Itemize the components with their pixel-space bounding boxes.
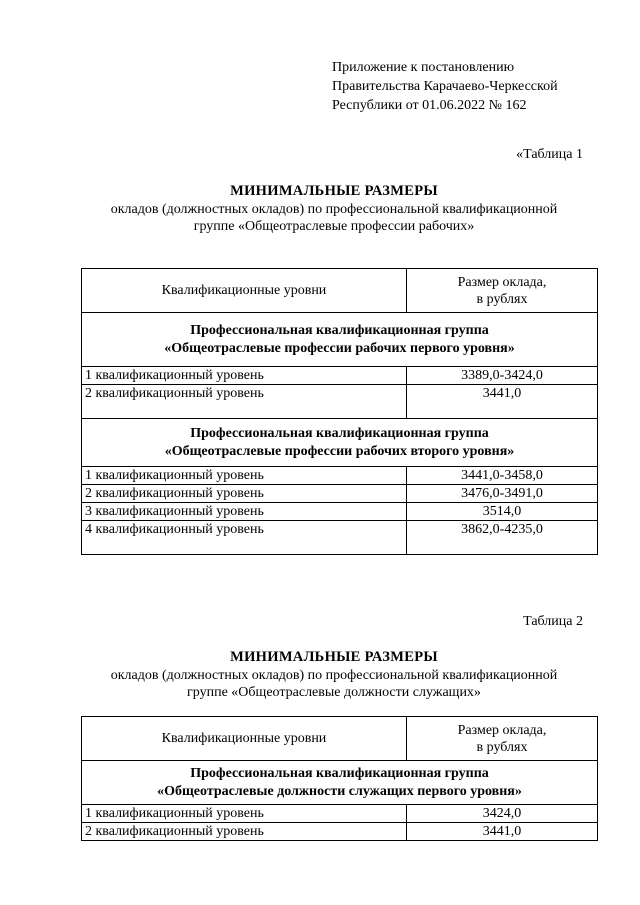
table1-subtitle-line2: группе «Общеотраслевые профессии рабочих» <box>193 219 475 234</box>
table-row <box>82 367 598 385</box>
table2-label: Таблица 2 <box>523 614 583 629</box>
salary-cell: 3441,0 <box>407 385 598 419</box>
table2-subtitle-line2: группе «Общеотраслевые должности служащих» <box>187 685 481 700</box>
table1-group-1 <box>82 313 598 367</box>
table-row <box>82 823 598 841</box>
salary-cell: 3389,0-3424,0 <box>407 367 598 385</box>
level-cell: 1 квалификационный уровень <box>82 805 407 823</box>
document-header <box>332 58 558 115</box>
table1-header-row <box>82 269 598 313</box>
group-title-line2: «Общеотраслевые профессии рабочих первого уровня» <box>164 340 515 356</box>
salary-cell: 3862,0-4235,0 <box>407 521 598 555</box>
table2-col-salary-line2: в рублях <box>476 739 528 755</box>
table2-subtitle <box>0 667 640 701</box>
table1-group-1-title <box>82 313 598 367</box>
level-cell: 1 квалификационный уровень <box>82 467 407 485</box>
table1-group-2-title <box>82 419 598 467</box>
table1-group-2 <box>82 419 598 467</box>
table2-group-1-title <box>82 761 598 805</box>
header-line-3: Республики от 01.06.2022 № 162 <box>332 98 527 113</box>
table-row <box>82 521 598 555</box>
salary-cell: 3424,0 <box>407 805 598 823</box>
table2-header-row <box>82 717 598 761</box>
header-line-1: Приложение к постановлению <box>332 60 515 75</box>
table1-title: МИНИМАЛЬНЫЕ РАЗМЕРЫ <box>230 183 438 199</box>
level-cell: 2 квалификационный уровень <box>82 823 407 841</box>
table-row <box>82 385 598 419</box>
table-row <box>82 485 598 503</box>
table-row <box>82 805 598 823</box>
level-cell: 2 квалификационный уровень <box>82 385 407 419</box>
table1-col-salary-line1: Размер оклада, <box>457 274 547 290</box>
group-title-line1: Профессиональная квалификационная группа <box>190 322 489 338</box>
group-title-line1: Профессиональная квалификационная группа <box>190 425 489 441</box>
salary-cell: 3514,0 <box>407 503 598 521</box>
table1-subtitle <box>0 201 640 235</box>
level-cell: 1 квалификационный уровень <box>82 367 407 385</box>
header-line-2: Правительства Карачаево-Черкесской <box>332 79 558 94</box>
table1-subtitle-line1: окладов (должностных окладов) по профессиональной квалификационной <box>110 202 558 217</box>
salary-cell: 3476,0-3491,0 <box>407 485 598 503</box>
table2-subtitle-line1: окладов (должностных окладов) по профессиональной квалификационной <box>110 668 558 683</box>
table2-col-salary-line1: Размер оклада, <box>457 722 547 738</box>
group-title-line2: «Общеотраслевые профессии рабочих второго уровня» <box>164 443 515 459</box>
table2 <box>81 716 598 841</box>
group-title-line1: Профессиональная квалификационная группа <box>190 765 489 781</box>
table1-col-salary-line2: в рублях <box>476 291 528 307</box>
level-cell: 2 квалификационный уровень <box>82 485 407 503</box>
table2-title: МИНИМАЛЬНЫЕ РАЗМЕРЫ <box>230 649 438 665</box>
group-title-line2: «Общеотраслевые должности служащих первого уровня» <box>157 783 522 799</box>
table2-col-levels: Квалификационные уровни <box>82 717 407 761</box>
table-row <box>82 503 598 521</box>
salary-cell: 3441,0-3458,0 <box>407 467 598 485</box>
level-cell: 4 квалификационный уровень <box>82 521 407 555</box>
table2-col-salary <box>407 717 598 761</box>
table1-col-salary <box>407 269 598 313</box>
table2-group-1 <box>82 761 598 805</box>
table1 <box>81 268 598 555</box>
salary-cell: 3441,0 <box>407 823 598 841</box>
table1-col-levels: Квалификационные уровни <box>82 269 407 313</box>
table-row <box>82 467 598 485</box>
table1-label: «Таблица 1 <box>516 147 583 162</box>
level-cell: 3 квалификационный уровень <box>82 503 407 521</box>
